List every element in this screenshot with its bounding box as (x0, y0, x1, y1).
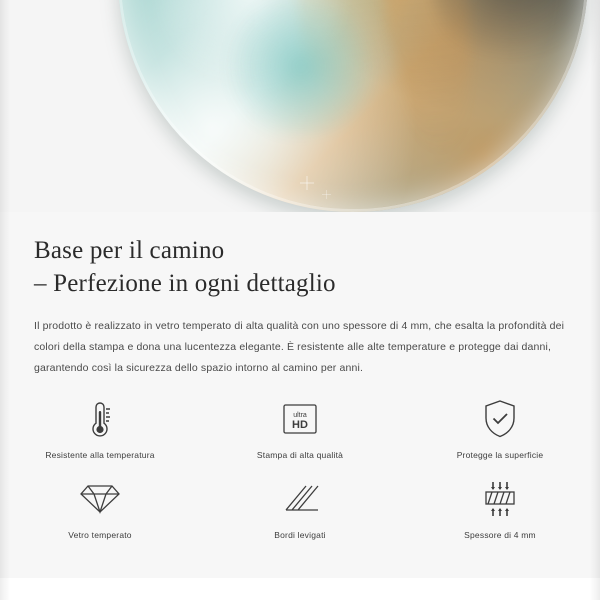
feature-label: Stampa di alta qualità (256, 450, 344, 460)
feature-item-polished-edges (200, 476, 400, 540)
feature-item-print-quality (200, 396, 400, 460)
hero-product-image (0, 0, 600, 212)
feature-item-tempered-glass (0, 476, 200, 540)
shield-check-icon (480, 396, 520, 442)
feature-item-temperature (0, 396, 200, 460)
feature-item-thickness (400, 476, 600, 540)
headline-line-2: – Perfezione in ogni dettaglio (34, 270, 336, 297)
marble-streak (362, 0, 484, 159)
marble-streak (273, 0, 461, 99)
description-paragraph: Il prodotto è realizzato in vetro temperato di alta qualità con uno spessore di 4 mm, che esalta la profondità dei colori della stampa e dona una lucentezza elegante. È resistente alle alte temperature e protegge dai danni, garantendo così la sicurezza dello spazio intorno al camino per anni. (34, 320, 565, 374)
feature-label: Resistente alla temperatura (45, 450, 155, 460)
marble-streak (221, 0, 381, 137)
sparkle-icon (322, 190, 331, 199)
marble-streak (156, 0, 344, 99)
feature-label: Protegge la superficie (456, 450, 544, 460)
feature-label: Vetro temperato (68, 530, 132, 540)
feature-item-surface-protection (400, 396, 600, 460)
thickness-icon (480, 476, 520, 522)
svg-text:HD: HD (292, 419, 308, 431)
headline-line-1: Base per il camino (34, 237, 225, 264)
thermometer-icon (82, 396, 118, 442)
feature-label: Spessore di 4 mm (464, 530, 536, 540)
feature-label: Bordi levigati (274, 530, 326, 540)
feature-grid (0, 396, 600, 540)
polished-edges-icon (280, 476, 320, 522)
page-title (0, 212, 600, 300)
svg-text:ultra: ultra (293, 412, 307, 419)
marble-streak (428, 0, 588, 80)
diamond-icon (79, 476, 121, 522)
ultra-hd-icon (279, 396, 321, 442)
sparkle-icon (300, 176, 314, 190)
footer-spacer (0, 578, 600, 600)
text-content (0, 212, 600, 379)
